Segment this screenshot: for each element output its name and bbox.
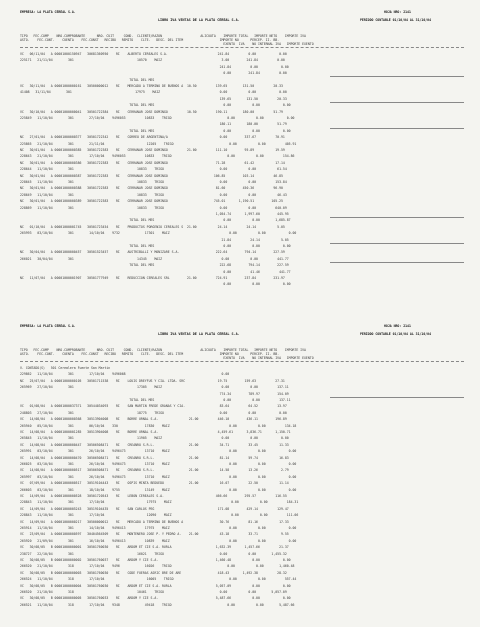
ledger-row: 238727 22/10/04 301 16021 TRIGO 0.00 0.00 1,455.32: [20, 551, 287, 556]
ledger-row: 41408 31/11/04 301 17975 MAIZ 0.00 0.00 0.00: [20, 90, 287, 95]
sheet-number: HOJA NRO: 2141: [384, 324, 411, 328]
ledger-title: LIBRO IVA VENTAS DE LA PLATA CEREAL S.A.: [158, 18, 240, 22]
ledger-row: 265940 05/10/04 301 06/10/04 330 17830 MAIZ 0.00 0.00 134.18: [20, 423, 297, 428]
ledger-row: VC 30/08/05 B 00001000000004 30501760030 RI ARDOM ET CIE S.A. RURLA 5,057.09 0.00 0.00: [20, 583, 291, 588]
ledger-row: VC 06/11/04 A 00001000150947 30681360950 RI ALBERTO CEREALES S.A. 241.84 0.00 0.00: [20, 52, 287, 56]
ledger-row: VC 14/08/04 A 00001000000368 30513904008 RI BORRE URNAL S.A. 21.00 446.10 436.11 196.89: [20, 417, 287, 422]
ledger-row: 228843 11/10/04 301 17/10/04 12090 MAIZ 0.00 0.00 111.06: [20, 513, 299, 518]
ledger-row: VC 14/09/04 A 00001000000217 30500000012 RI MERCADO A TERMINO DE BUENOS A 30.76 81.16 17.33: [20, 519, 289, 524]
company-name: EMPRESA: LA PLATA CEREAL S.A.: [20, 324, 76, 328]
ledger-row: VC 14/09/04 A 00001000005243 30519104435 RI SAN CARLOS PEG 171.08 429.14 129.47: [20, 506, 289, 511]
ledger-row: NC 30/01/04 A 00001000000388 30501722383 RI CERRANAR JOSE DOMINGO 81.60 450.36 96.90: [20, 186, 283, 191]
ledger-row: 265920 21/09/04 301 16/10/04 9496413 10839 MAIZ 0.00 0.00 0.00: [20, 538, 297, 543]
ledger-row: TOTAL DEL MES 0.00 0.00 137.11: [20, 398, 291, 402]
ledger-row: 228843 11/10/04 301 17/10/04 17975 MAIZ 0.00 0.00 184.31: [20, 500, 299, 505]
ledger-row: 225171 21/11/04 301 10570 MAIZ 3.00 241.84 0.00: [20, 58, 285, 63]
ledger-row: V. CONTADO(S) 501 Cerealera Fuente San Martin: [20, 366, 111, 370]
ledger-row: 241.84 0.00 0.00: [20, 64, 289, 69]
ledger-row: 0.00 41.46 441.77: [20, 269, 291, 274]
company-name: EMPRESA: LA PLATA CEREAL S.A.: [20, 10, 76, 14]
ledger-row: NC 30/04/04 A 00001000000457 30501523457 RI AUSTRIBALLI Y MONIZARE S.A. 222.64 794.14 227.59: [20, 250, 285, 255]
sheet-number: HOJA NRO: 2141: [384, 10, 411, 14]
ledger-row: VC 30/08/05 B 00001000000003 30501760030 RI CODE FUERAS ASRIC BRE DE ARE 418.43 1,492.38 28.32: [20, 570, 287, 575]
ledger-row: VC 14/09/04 A 00001000000528 30501720543 RI LEBON CEREALES S.A. 466.66 295.57 116.55: [20, 494, 287, 498]
ledger-row: 0.00 241.84 0.00: [20, 71, 287, 76]
ledger-row: 0.00 0.00 0.00: [20, 282, 291, 287]
ledger-row: 266521 11/10/04 318 17/10/04 9348 49418 TRIGO 0.00 0.00 5,487.66: [20, 602, 295, 607]
ledger-row: 228643 21/10/04 301 17/10/04 9496053 10833 TRIGO 0.00 0.00 154.86: [20, 154, 295, 159]
ledger-row: NC 30/01/04 A 00001000000389 30501722383 RI CERRANAR JOSE DOMINGO 745.01 1,190.51 105.25: [20, 199, 283, 204]
ledger-row: 266021 30/04/04 301 14345 MAIZ 0.00 0.00 441.77: [20, 256, 289, 261]
ledger-row: VC 14/08/04 A 00001000000517 30506508471 RI CREANRO S.R.L. 21.00 14.58 13.26 2.79: [20, 468, 289, 473]
ledger-row: NC 01/10/04 A 00001000001745 30501723454 RI PRODUCTOS PORGENIO CEREALES S 21.00 24.14 24.14 5.05: [20, 224, 285, 229]
ledger-row: TOTAL DEL MES 0.00 0.00 1,685.87: [20, 218, 291, 223]
ledger-row: NC 25/07/04 A 00001000000105 30501711538 RI LOUIS DREYFUS Y CIA. LTDA. SRC 19.75 159.63 27.31: [20, 378, 285, 383]
ledger-period: PERIODO CONTABLE 01/10/04 AL 31/10/04: [360, 332, 432, 336]
ledger-row: VC 30/08/05 B 00001000000002 30501760037 RI ARDOM Y CIE S.A. 1,460.48 0.00 0.00: [20, 558, 291, 562]
ledger-row: TOTAL DEL MES 0.00 0.00 0.00: [20, 244, 291, 248]
ledger-row: 265845 11/10/04 301 11905 MAIZ 0.00 0.00 0.00: [20, 436, 289, 441]
ledger-row: NC 27/01/04 A 00001000000377 30501722342 RI CORREO DE ARGENTINA/A 0.00 337.67 70.91: [20, 135, 285, 140]
ledger-row: 139.65 131.50 20.33: [20, 96, 287, 101]
ledger-row: 774.34 789.97 154.09: [20, 391, 289, 396]
ledger-row: TOTAL DEL MES 0.00 0.00 0.00: [20, 103, 291, 108]
subtotal-rule: [330, 243, 464, 244]
column-header-row-2: ASTO. FEC.CONT. CUENTA FEC.CONST RECIBO REMITO CLTE. DESC. DEL ITEM IMPORTE NO PERCEP. II. BB.: [20, 352, 280, 356]
ledger-row: 228649 11/10/04 301 10833 TRIGO 0.00 0.00 46.43: [20, 192, 287, 197]
subtotal-rule: [330, 397, 464, 398]
column-header-row-3: EXENTO IVA NO INTERNAL IVA IMPORTE EXENTO: [20, 42, 314, 46]
ledger-row: VC 23/09/04 A 00001000000597 30404564509 RI MONTENERO JOSE P. Y PEDRO A. 21.00 43.18 33.71 9.55: [20, 532, 289, 537]
ledger-row: 265997 03/10/04 301 26/10/04 9496473 13710 MAIZ 0.00 0.00 0.00: [20, 474, 297, 479]
ledger-row: 265914 11/10/04 301 14/10/04 9496413 17975 MAIZ 0.00 0.00 0.00: [20, 526, 297, 530]
ledger-row: 266603 03/10/04 301 18/10/04 9755 13149 MAIZ 0.00 0.00 0.00: [20, 487, 297, 492]
ledger-row: 265993 03/10/04 301 14/10/04 9732 17301 MAIZ 0.00 0.00 0.00: [20, 231, 297, 236]
ledger-row: 228644 11/10/04 301 10833 TRIGO 0.00 0.00 61.54: [20, 167, 287, 172]
ledger-row: VC 14/08/04 A 00001000000447 30506508471 RI CREANRO S.R.L. 21.00 34.71 33.45 11.33: [20, 442, 289, 447]
ledger-title: LIBRO IVA VENTAS DE LA PLATA CEREAL S.A.: [158, 332, 240, 336]
column-header-row-1: TIPO FEC.COMP NRO.COMPROBANTE NRO. CUIT COND. CLIENTE/RAZON ALICUOTA IMPORTE TOTAL IMPORTE NETO IMPORTE IVA: [20, 34, 306, 38]
ledger-row: VC 30/08/05 B 00001000000001 30501760030 RI ARDOM ET CIE S.A. RURLA 1,632.39 1,457.66 21.37: [20, 545, 289, 550]
column-header-row-2: ASTO. FEC.CONT. CUENTA FEC.CONST RECIBO REMITO CLTE. DESC. DEL ITEM IMPORTE NO PERCEP. II. BB.: [20, 38, 280, 42]
ledger-row: 228869 11/10/04 301 10833 TRIGO 0.00 0.00 640.09: [20, 205, 287, 210]
subtotal-rule: [330, 128, 464, 129]
ledger-row: TOTAL DEL MES 222.68 794.14 227.59: [20, 263, 289, 268]
ledger-row: 266025 03/10/04 301 26/10/04 9496473 13710 MAIZ 0.00 0.00 0.00: [20, 462, 297, 466]
ledger-row: VC 07/09/04 A 00001000000517 30519104443 RI OSPIS MINTA BEDUEDO 21.00 16.07 22.50 11.14: [20, 481, 289, 486]
ledger-row: 228645 11/10/04 301 10833 TRIGO 0.00 0.00 153.84: [20, 180, 287, 184]
ledger-row: NC 30/01/04 A 00001000000387 30501722383 RI CERRANAR JOSE DOMINGO 106.85 103.14 46.85: [20, 173, 283, 178]
header-divider: [20, 47, 464, 48]
ledger-row: 265969 27/10/04 301 17305 MAIZ 0.00 0.00 137.11: [20, 385, 289, 390]
ledger-row: NC 30/01/04 A 00001000000386 30501722383 RI CERRANAR JOSE DOMINGO 71.28 61.42 17.14: [20, 160, 285, 165]
ledger-row: VC 30/08/05 B 00001000000005 30501760033 RI ARDOM Y CIE S.A. 5,487.66 0.00 0.00: [20, 596, 291, 601]
subtotal-rule: [330, 262, 464, 263]
ledger-row: VC 30/11/04 A 00001000000161 30500000012 RI MERCADO A TERMINO DE BUENOS A 10.50 139.65 131.50 20.33: [20, 84, 283, 88]
ledger-row: VC 14/08/04 A 00001000001285 30513904008 RI BORRE URNAL S.A. 4,459.61 3,836.71 1,150.71: [20, 430, 291, 434]
ledger-row: TOTAL DEL MES: [20, 77, 155, 82]
ledger-row: 266520 21/10/04 318 17/10/04 9496 16026 TRIGO 0.00 0.00 1,460.48: [20, 564, 295, 569]
ledger-row: 21.84 24.14 5.05: [20, 237, 289, 242]
ledger-row: NC 11/07/04 A 00001000001907 30501777949 RI REDUCCION CEREALES SRL 21.00 724.91 237.84 231.97: [20, 276, 285, 280]
ledger-row: TOTAL DEL MES 0.00 0.00 0.00: [20, 128, 291, 133]
ledger-row: 180.11 180.00 51.79: [20, 122, 287, 127]
subtotal-rule: [330, 76, 464, 77]
ledger-row: NC 30/01/04 A 00001000000385 30501722383 RI CERRANAR JOSE DOMINGO 21.00 111.10 95.89 19.59: [20, 148, 285, 152]
ledger-row: VC 30/10/04 A 00001000000041 30501722384 RI CERRANAR JOSE DOMINGO 10.50 190.11 180.00 51.79: [20, 109, 283, 114]
ledger-row: VC 01/08/04 A 00001000037371 30544034093 RI SAN MARTIN FREDE GRANAS Y CIA. 83.64 64.52 13.97: [20, 404, 287, 409]
ledger-period: PERIODO CONTABLE 01/10/04 AL 31/10/04: [360, 18, 432, 22]
ledger-row: 266520 21/10/04 318 10461 TRIGO 0.00 0.00 5,057.09: [20, 590, 287, 594]
ledger-row: 225865 21/10/04 301 21/11/04 12205 TRIGO 0.00 0.00 405.91: [20, 141, 297, 146]
ledger-row: 225849 11/10/04 301 27/10/04 9496053 10833 TRIGO 0.00 0.00 0.00: [20, 116, 295, 120]
ledger-row: 1,054.74 1,997.60 445.95: [20, 212, 289, 216]
ledger-row: 229862 11/10/04 301 17/10/04 9496068 0.00: [20, 372, 230, 377]
column-header-row-1: TIPO FEC.COMP NRO.COMPROBANTE NRO. CUIT COND. CLIENTE/RAZON ALICUOTA IMPORTE TOTAL IMPORTE NETO IMPORTE IVA: [20, 348, 306, 352]
subtotal-rule: [330, 102, 464, 103]
header-divider: [20, 361, 464, 362]
ledger-row: 248803 27/10/04 301 18775 TRIGO 0.00 0.00 0.00: [20, 410, 287, 415]
column-header-row-3: EXENTO IVA NO INTERNAL IVA IMPORTE EXENTO: [20, 356, 314, 360]
subtotal-rule: [330, 217, 464, 218]
ledger-row: 265991 03/10/04 301 26/10/04 9496473 13710 MAIZ 0.00 0.00 0.00: [20, 449, 297, 454]
ledger-row: VC 14/08/04 A 00001000000470 30506508471 RI CREANRO S.R.L. 21.00 81.14 59.74 16.83: [20, 455, 289, 460]
ledger-row: 266524 11/10/04 318 17/10/04 16005 TRIGO 0.00 0.00 557.44: [20, 577, 297, 582]
